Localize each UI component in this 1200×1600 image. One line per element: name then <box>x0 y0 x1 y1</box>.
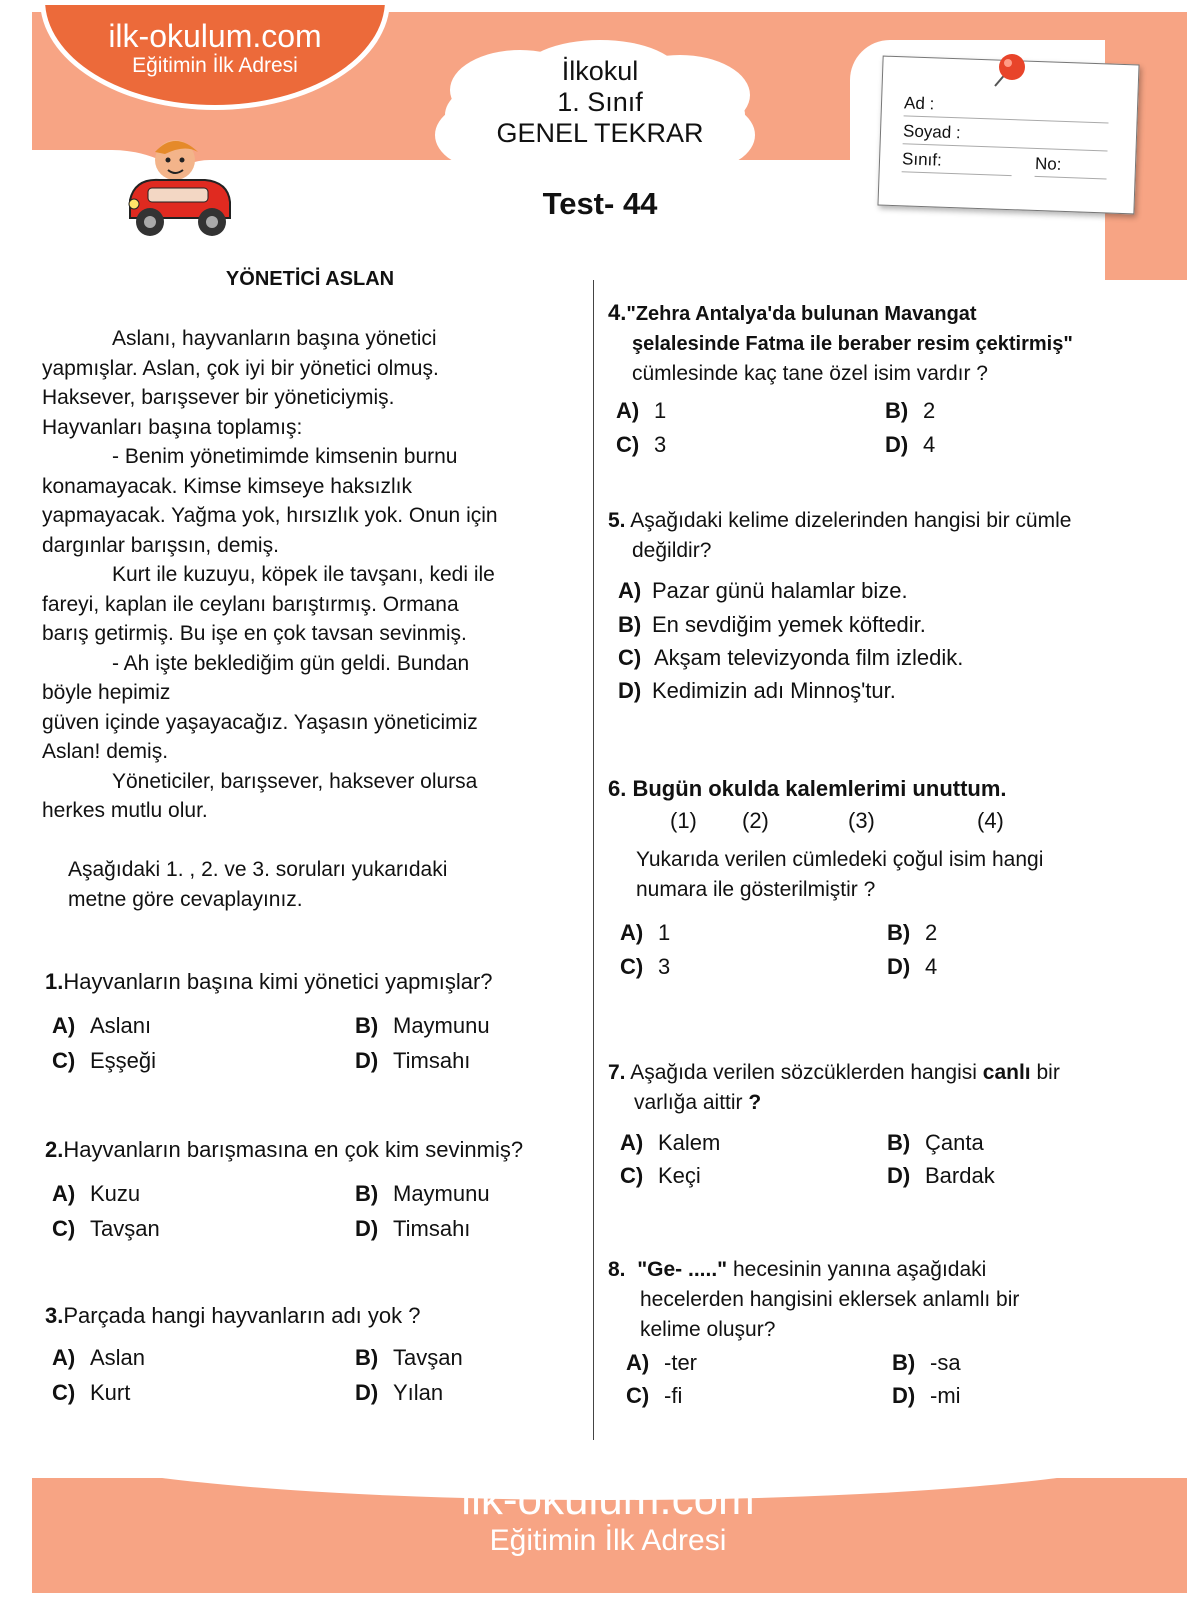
option-text: Aslanı <box>90 1013 152 1038</box>
option-text: Timsahı <box>393 1048 471 1073</box>
question-3 <box>45 1301 575 1331</box>
q4-option-a[interactable] <box>616 398 666 424</box>
question-4 <box>608 298 1168 389</box>
q2-option-a[interactable] <box>52 1181 140 1207</box>
option-label: B) <box>887 1130 911 1155</box>
question-number: 7. <box>608 1061 626 1084</box>
option-text: Pazar günü halamlar bize. <box>652 578 908 603</box>
q2-option-d[interactable] <box>355 1216 470 1242</box>
passage-line: dargınlar barışsın, demiş. <box>42 533 279 557</box>
test-label: Test- 44 <box>542 186 658 221</box>
q7-option-c[interactable] <box>620 1163 701 1189</box>
instruction-line: metne göre cevaplayınız. <box>68 887 303 911</box>
q6-mark-2: (2) <box>742 808 769 833</box>
option-label: A) <box>52 1345 76 1370</box>
logo-tagline: Eğitimin İlk Adresi <box>132 54 298 77</box>
q4-option-b[interactable] <box>885 398 935 424</box>
option-text: -sa <box>930 1350 961 1375</box>
option-label: C) <box>52 1380 76 1405</box>
passage-line: Hayvanları başına toplamış: <box>42 415 303 439</box>
q2-option-c[interactable] <box>52 1216 160 1242</box>
q1-option-b[interactable] <box>355 1013 490 1039</box>
q1-option-a[interactable] <box>52 1013 151 1039</box>
option-text: Keçi <box>658 1163 701 1188</box>
question-text: hecelerden hangisini eklersek anlamlı bir <box>640 1288 1020 1311</box>
q6-option-b[interactable] <box>887 920 937 946</box>
question-number: 5. <box>608 509 626 532</box>
passage-title: YÖNETİCİ ASLAN <box>225 268 395 290</box>
option-text: -ter <box>664 1350 697 1375</box>
option-label: C) <box>620 1163 644 1188</box>
question-number: 2. <box>45 1137 64 1162</box>
option-text: Maymunu <box>393 1013 490 1038</box>
option-text: Aslan <box>90 1345 146 1370</box>
q6-option-d[interactable] <box>887 954 937 980</box>
option-text: Kurt <box>90 1380 131 1405</box>
option-label: A) <box>618 578 642 603</box>
question-text: şelalesinde Fatma ile beraber resim çektirmiş" <box>632 333 1073 355</box>
option-text: Kuzu <box>90 1181 141 1206</box>
column-divider <box>593 280 594 1448</box>
passage-line: yapmışlar. Aslan, çok iyi bir yönetici olmuş. <box>42 356 439 380</box>
passage-line: Aslan! demiş. <box>42 740 169 763</box>
passage-line: yapmayacak. Yağma yok, hırsızlık yok. Onun için <box>42 504 498 527</box>
q5-option-a[interactable] <box>618 578 908 604</box>
instruction-line: Aşağıdaki 1. , 2. ve 3. soruları yukarıdaki <box>68 858 448 881</box>
passage-line: barış getirmiş. Bu işe en çok tavsan sevinmiş. <box>42 622 467 645</box>
option-label: A) <box>620 920 644 945</box>
q8-option-a[interactable] <box>626 1350 697 1376</box>
option-text: 2 <box>925 920 938 945</box>
option-text: Maymunu <box>393 1181 490 1206</box>
option-label: D) <box>892 1383 916 1408</box>
q3-option-c[interactable] <box>52 1380 130 1406</box>
pushpin-icon <box>985 50 1031 96</box>
passage-line: - Ah işte beklediğim gün geldi. Bundan <box>112 651 470 675</box>
q8-option-d[interactable] <box>892 1383 961 1409</box>
option-text: Çanta <box>925 1130 984 1155</box>
option-text: Kalem <box>658 1130 721 1155</box>
card-ad-field[interactable] <box>904 91 1110 123</box>
q1-option-c[interactable] <box>52 1048 156 1074</box>
option-text: -mi <box>930 1383 961 1408</box>
passage-line: Yöneticiler, barışsever, haksever olursa <box>112 769 478 793</box>
q7-option-b[interactable] <box>887 1130 984 1156</box>
q5-option-c[interactable] <box>618 645 963 671</box>
option-text: Bardak <box>925 1163 995 1188</box>
q7-option-d[interactable] <box>887 1163 995 1189</box>
option-text: 1 <box>654 398 667 423</box>
option-label: A) <box>616 398 640 423</box>
option-label: C) <box>620 954 644 979</box>
question-5 <box>608 506 1168 566</box>
footer-tagline: Eğitimin İlk Adresi <box>489 1524 727 1557</box>
option-label: B) <box>892 1350 916 1375</box>
question-number: 4. <box>608 300 627 325</box>
card-sinif-label: Sınıf: <box>901 149 943 170</box>
passage-line: herkes mutlu olur. <box>42 799 208 822</box>
question-text: bir <box>1036 1061 1060 1084</box>
card-sinif-field[interactable] <box>902 147 1013 176</box>
option-label: A) <box>52 1181 76 1206</box>
question-7 <box>608 1058 1178 1118</box>
option-text: 3 <box>654 432 667 457</box>
card-soyad-label: Soyad : <box>902 121 962 143</box>
passage-line: - Benim yönetimimde kimsenin burnu <box>112 445 458 468</box>
option-label: A) <box>626 1350 650 1375</box>
option-text: 4 <box>925 954 938 979</box>
option-text: Tavşan <box>393 1345 463 1370</box>
option-label: B) <box>885 398 909 423</box>
option-label: B) <box>618 612 642 637</box>
passage-line: Haksever, barışsever bir yöneticiymiş. <box>42 386 395 409</box>
question-text: Yukarıda verilen cümledeki çoğul isim hangi <box>636 848 1044 871</box>
question-2 <box>45 1135 575 1165</box>
option-label: D) <box>355 1380 379 1405</box>
question-number: 1. <box>45 969 64 994</box>
q6-option-c[interactable] <box>620 954 670 980</box>
logo-site[interactable]: ilk-okulum.com <box>108 18 322 54</box>
card-soyad-field[interactable] <box>903 119 1109 151</box>
option-text: Kedimizin adı Minnoş'tur. <box>652 678 896 703</box>
option-text: Eşşeği <box>90 1048 157 1073</box>
question-number: 8. <box>608 1258 626 1281</box>
question-number: 6. <box>608 776 627 801</box>
q8-option-c[interactable] <box>626 1383 682 1409</box>
question-text: Parçada hangi hayvanların adı yok ? <box>63 1303 421 1328</box>
option-label: D) <box>618 678 642 703</box>
passage-line: böyle hepimiz <box>42 681 171 704</box>
option-label: C) <box>626 1383 650 1408</box>
q3-option-a[interactable] <box>52 1345 145 1371</box>
passage-line: fareyi, kaplan ile ceylanı barıştırmış. Ormana <box>42 592 459 616</box>
question-text: numara ile gösterilmiştir ? <box>636 878 876 901</box>
question-text: cümlesinde kaç tane özel isim vardır ? <box>632 362 988 385</box>
option-text: Yılan <box>393 1380 444 1405</box>
question-sentence: Bugün okulda kalemlerimi unuttum. <box>632 776 1007 801</box>
q5-option-d[interactable] <box>618 678 896 704</box>
option-text: En sevdiğim yemek köftedir. <box>652 612 926 637</box>
q6-mark-4: (4) <box>977 808 1004 833</box>
option-text: -fi <box>664 1383 683 1408</box>
option-label: B) <box>887 920 911 945</box>
option-label: D) <box>355 1216 379 1241</box>
option-label: B) <box>355 1181 379 1206</box>
q1-option-d[interactable] <box>355 1048 470 1074</box>
option-label: D) <box>887 954 911 979</box>
question-6 <box>608 774 1168 804</box>
q6-option-a[interactable] <box>620 920 670 946</box>
q6-mark-1: (1) <box>670 808 697 833</box>
q2-option-b[interactable] <box>355 1181 490 1207</box>
option-label: C) <box>52 1216 76 1241</box>
question-text: varlığa aittir <box>634 1091 743 1114</box>
option-label: C) <box>52 1048 76 1073</box>
thought-bubble-mid <box>275 188 309 208</box>
question-text: kelime oluşur? <box>640 1318 776 1341</box>
option-label: D) <box>887 1163 911 1188</box>
option-label: C) <box>616 432 640 457</box>
option-label: C) <box>618 645 642 670</box>
passage-line: güven içinde yaşayacağız. Yaşasın yöneticimiz <box>42 710 478 734</box>
cloud-line-ilkokul: İlkokul <box>561 56 639 86</box>
card-no-label: No: <box>1034 153 1062 174</box>
option-label: D) <box>885 432 909 457</box>
thought-bubble-small <box>240 205 262 219</box>
question-text: değildir? <box>632 539 712 562</box>
question-keyword: "Ge- ....." <box>637 1258 728 1281</box>
question-text: Aşağıdaki kelime dizelerinden hangisi bir cümle <box>630 509 1072 532</box>
passage-body <box>42 324 572 826</box>
question-8 <box>608 1255 1178 1345</box>
option-text: 4 <box>923 432 936 457</box>
car-illustration <box>120 130 240 250</box>
question-text: Aşağıda verilen sözcüklerden hangisi <box>630 1061 977 1084</box>
q6-mark-3: (3) <box>848 808 875 833</box>
question-keyword: canlı <box>982 1061 1031 1084</box>
option-text: 3 <box>658 954 671 979</box>
question-6-text <box>636 845 1176 905</box>
instruction <box>68 855 568 914</box>
option-text: Akşam televizyonda film izledik. <box>654 645 964 670</box>
q8-option-b[interactable] <box>892 1350 961 1376</box>
question-number: 3. <box>45 1303 64 1328</box>
question-1 <box>45 967 575 997</box>
cloud-line-sinif: 1. Sınıf <box>557 87 643 117</box>
q5-option-b[interactable] <box>618 612 926 638</box>
passage-line: konamayacak. Kimse kimseye haksızlık <box>42 474 412 498</box>
card-ad-label: Ad : <box>903 93 935 114</box>
footer-site[interactable]: ilk-okulum.com <box>461 1475 755 1524</box>
option-label: A) <box>52 1013 76 1038</box>
question-text: hecesinin yanına aşağıdaki <box>732 1258 987 1281</box>
q4-option-c[interactable] <box>616 432 666 458</box>
passage-line: Aslanı, hayvanların başına yönetici <box>112 327 437 350</box>
passage-line: Kurt ile kuzuyu, köpek ile tavşanı, kedi ile <box>112 563 495 586</box>
q7-option-a[interactable] <box>620 1130 720 1156</box>
question-mark: ? <box>748 1091 762 1114</box>
option-label: A) <box>620 1130 644 1155</box>
option-label: D) <box>355 1048 379 1073</box>
question-text: Hayvanların başına kimi yönetici yapmışlar? <box>63 969 493 994</box>
question-text: "Zehra Antalya'da bulunan Mavangat <box>626 303 977 325</box>
question-text: Hayvanların barışmasına en çok kim sevinmiş? <box>63 1137 524 1162</box>
option-label: B) <box>355 1345 379 1370</box>
option-text: Tavşan <box>90 1216 160 1241</box>
thought-bubble-large <box>320 168 370 194</box>
option-text: Timsahı <box>393 1216 471 1241</box>
option-text: 1 <box>658 920 671 945</box>
cloud-line-genel-tekrar: GENEL TEKRAR <box>496 118 704 148</box>
q3-option-d[interactable] <box>355 1380 443 1406</box>
card-no-field[interactable] <box>1035 152 1108 179</box>
option-label: B) <box>355 1013 379 1038</box>
q3-option-b[interactable] <box>355 1345 463 1371</box>
option-text: 2 <box>923 398 936 423</box>
q4-option-d[interactable] <box>885 432 935 458</box>
